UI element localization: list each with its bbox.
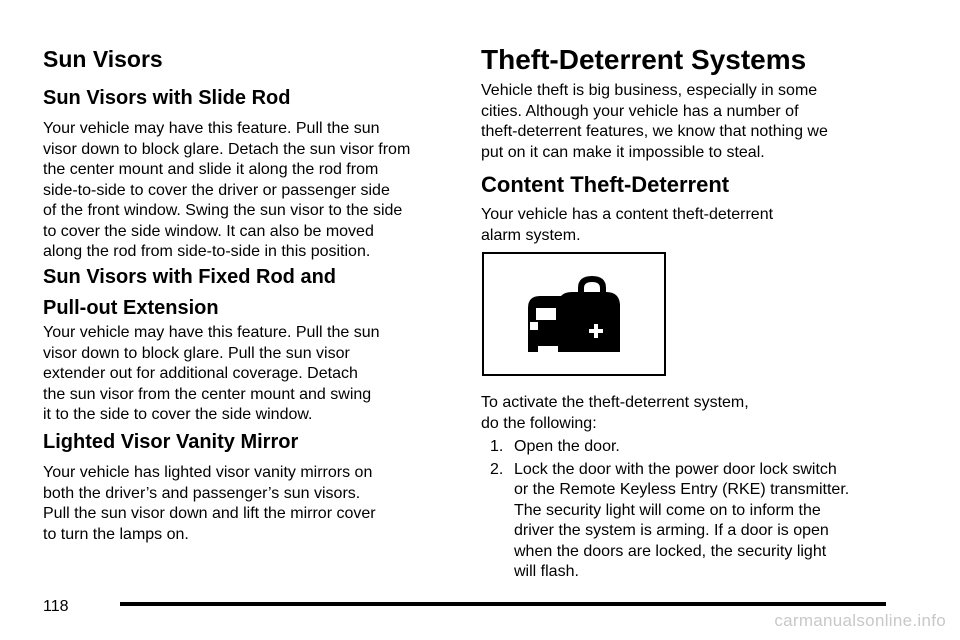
subtitle-fixed-rod: Sun Visors with Fixed Rod and Pull-out Extension [43,266,336,319]
subtitle-vanity-mirror: Lighted Visor Vanity Mirror [43,431,299,453]
list-item: 2. Lock the door with the power door lock switch or the Remote Keyless Entry (RKE) transmitter. The security light will come on to inform the driver the system is arming. If a door is open when the doors are locked, the security light will flash. [490,460,850,580]
security-light-vehicle-lock-icon [522,272,626,360]
subtitle-content-theft: Content Theft-Deterrent [481,172,730,197]
list-item: 1. Open the door. [490,438,620,455]
activation-steps-list [490,437,910,585]
paragraph-fixed-rod: Your vehicle may have this feature. Pull the sun visor down to block glare. Pull the sun visor extender out for additional coverage. Detach the sun visor from the center mount and swing it to the side to cover the side window. [43,324,380,423]
subtitle-slide-rod: Sun Visors with Slide Rod [43,87,291,109]
paragraph-content-theft: Your vehicle has a content theft-deterrent alarm system. [481,206,774,244]
security-light-symbol-box [482,252,666,376]
paragraph-vanity-mirror: Your vehicle has lighted visor vanity mirrors on both the driver’s and passenger’s sun visors. Pull the sun visor down and lift the mirror cover to turn the lamps on. [43,464,376,543]
page-number: 118 [43,598,69,615]
paragraph-activate: To activate the theft-deterrent system, do the following: [481,394,749,432]
footer-divider [120,602,886,606]
paragraph-theft-intro: Vehicle theft is big business, especially in some cities. Although your vehicle has a number of theft-deterrent features, we know that nothing we put on it can make it impossible to steal. [481,82,828,161]
section-title-sun-visors: Sun Visors [43,46,163,72]
section-title-theft-deterrent: Theft-Deterrent Systems [481,44,807,75]
watermark-text: carmanualsonline.info [774,611,946,630]
paragraph-slide-rod: Your vehicle may have this feature. Pull the sun visor down to block glare. Detach the sun visor from the center mount and slide it along the rod from side-to-side to cover the driver or passenger side of the front window. Swing the sun visor to the side to cover the side window. It can also be moved along the rod from side-to-side in this position. [43,120,411,260]
